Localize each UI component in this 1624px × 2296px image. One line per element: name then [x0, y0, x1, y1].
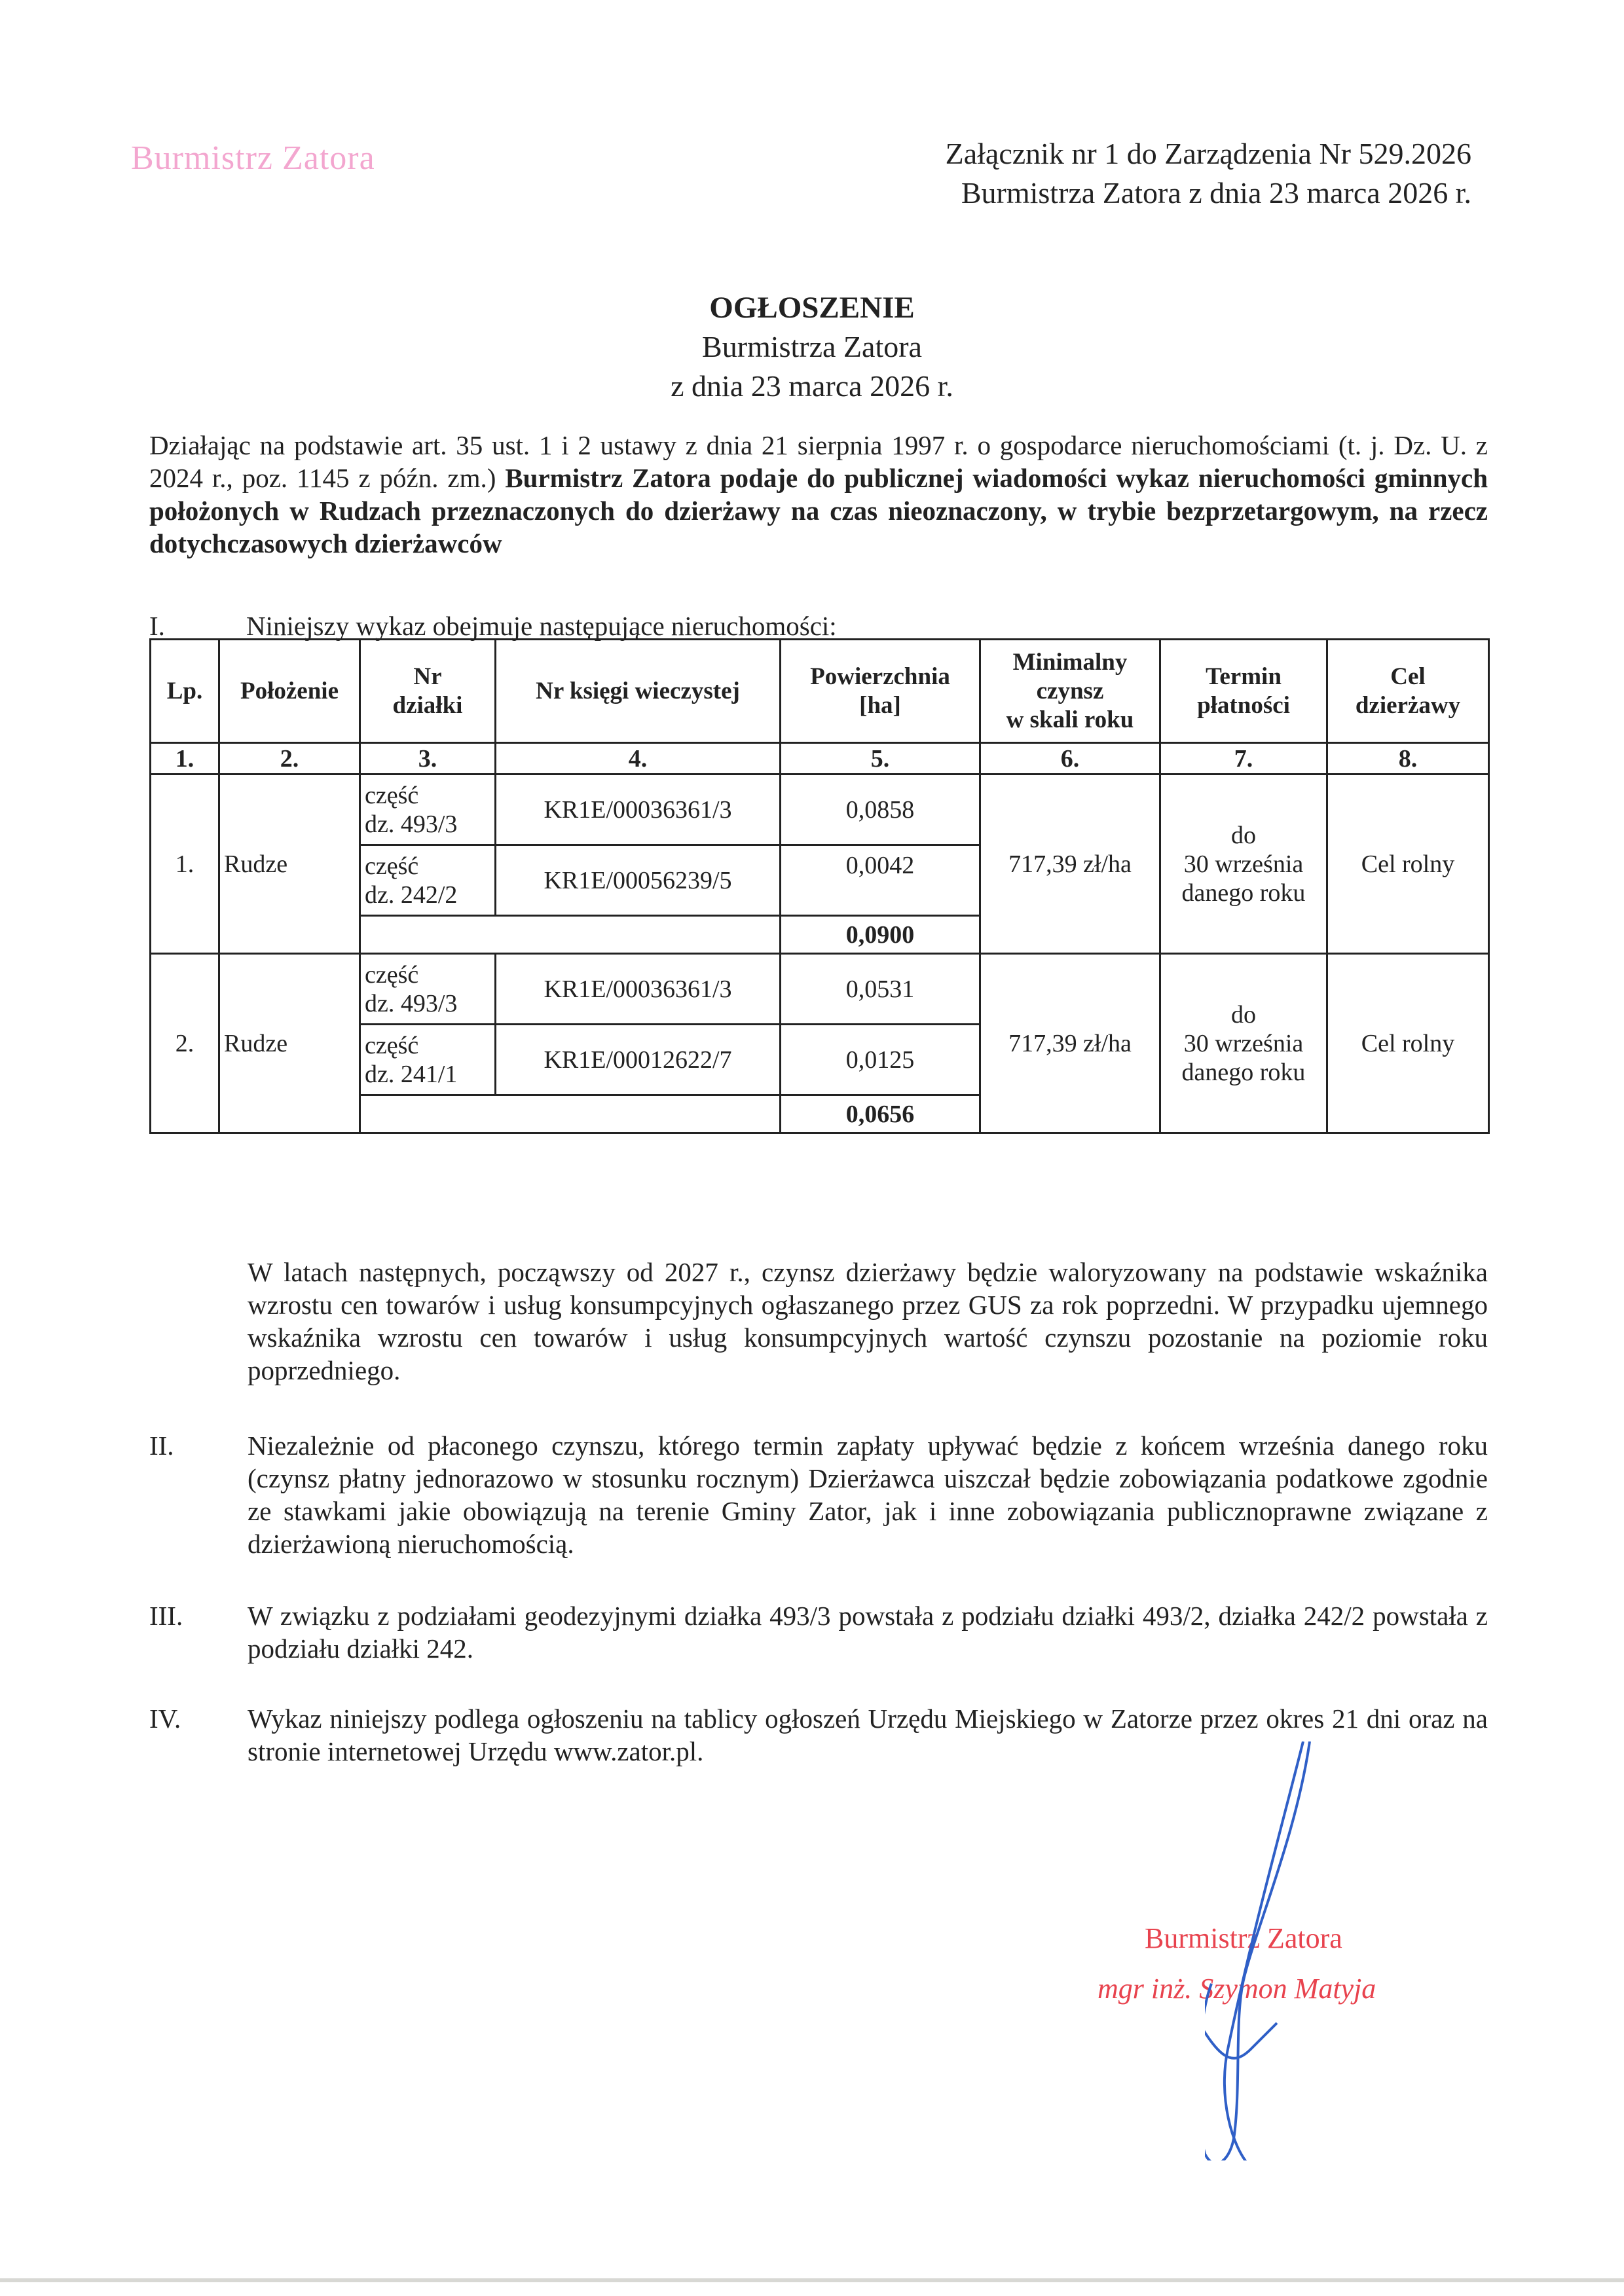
title-issuer: Burmistrza Zatora	[702, 330, 922, 363]
signature-stroke-flourish	[1205, 2016, 1277, 2058]
section-number: I.	[149, 611, 165, 641]
header-lp: Lp.	[151, 640, 219, 743]
attachment-line-2: Burmistrza Zatora z dnia 23 marca 2026 r.	[961, 176, 1471, 210]
signature-stroke-loop	[1205, 1741, 1310, 2160]
cell-powierzchnia: 0,0531	[781, 954, 980, 1025]
cell-suma: 0,0656	[781, 1095, 980, 1133]
cell-czynsz: 717,39 zł/ha	[980, 774, 1160, 954]
section-text: Niniejszy wykaz obejmuje następujące nieruchomości:	[246, 611, 837, 641]
title-date: z dnia 23 marca 2026 r.	[671, 369, 953, 403]
header-czynsz: Minimalny czynsz w skali roku	[980, 640, 1160, 743]
cell-lp: 2.	[151, 954, 219, 1133]
cell-dzialka: część dz. 242/2	[360, 845, 496, 916]
property-table	[149, 638, 1490, 1134]
cell-cel: Cel rolny	[1327, 774, 1489, 954]
top-left-stamp: Burmistrz Zatora	[131, 139, 375, 177]
section-text: Niezależnie od płaconego czynszu, którego termin zapłaty upływać będzie z końcem września danego roku (czynsz płatny jednorazowo w stosunku rocznym) Dzierżawca uiszczał będzie zobowiązania podatkowe zgodnie ze stawkami jakie obowiązują na terenie Gminy Zator, jak i inne zobowiązania publicznoprawne związane z dzierżawioną nieruchomością.	[248, 1430, 1488, 1559]
handwritten-signature-icon	[1205, 1741, 1362, 2160]
cell-polozenie: Rudze	[219, 954, 360, 1133]
column-number: 4.	[496, 743, 781, 774]
header-nr-kw: Nr księgi wieczystej	[496, 640, 781, 743]
page-bottom-edge	[0, 2278, 1624, 2282]
cell-kw: KR1E/00012622/7	[496, 1025, 781, 1095]
title-heading: OGŁOSZENIE	[709, 291, 915, 325]
column-number: 2.	[219, 743, 360, 774]
announcement-title	[0, 288, 1624, 406]
header-nr-dzialki: Nr działki	[360, 640, 496, 743]
cell-czynsz: 717,39 zł/ha	[980, 954, 1160, 1133]
table-row	[151, 774, 1489, 845]
header-powierzchnia: Powierzchnia [ha]	[781, 640, 980, 743]
intro-announcement: Burmistrz Zatora podaje do publicznej wiadomości wykaz nieruchomości gminnych położonych w Rudzach przeznaczonych do dzierżawy na czas nieoznaczony, w trybie bezprzetargowym, na rzecz dotychczasowych dzierżawców	[149, 463, 1488, 558]
cell-empty	[360, 1095, 781, 1133]
section-iii	[149, 1599, 1488, 1665]
table-header-row	[151, 640, 1489, 743]
cell-polozenie: Rudze	[219, 774, 360, 954]
cell-termin: do 30 września danego roku	[1160, 954, 1327, 1133]
signature-stamp-title: Burmistrz Zatora	[1145, 1922, 1342, 1954]
cell-cel: Cel rolny	[1327, 954, 1489, 1133]
column-number: 5.	[781, 743, 980, 774]
cell-lp: 1.	[151, 774, 219, 954]
cell-dzialka: część dz. 493/3	[360, 954, 496, 1025]
section-number: IV.	[149, 1704, 181, 1734]
cell-kw: KR1E/00056239/5	[496, 845, 781, 916]
cell-suma: 0,0900	[781, 916, 980, 954]
valorization-paragraph: W latach następnych, począwszy od 2027 r., czynsz dzierżawy będzie waloryzowany na podstawie wskaźnika wzrostu cen towarów i usług konsumpcyjnych ogłaszanego przez GUS za rok poprzedni. W przypadku ujemnego wskaźnika wzrostu cen towarów i usług konsumpcyjnych wartość czynszu pozostanie na poziomie roku poprzedniego.	[248, 1257, 1488, 1385]
attachment-line-1: Załącznik nr 1 do Zarządzenia Nr 529.2026	[945, 137, 1471, 170]
table-row	[151, 954, 1489, 1025]
intro-paragraph	[149, 429, 1488, 560]
cell-powierzchnia: 0,0858	[781, 774, 980, 845]
column-number: 3.	[360, 743, 496, 774]
cell-kw: KR1E/00036361/3	[496, 954, 781, 1025]
signature-stamp-name: mgr inż. Szymon Matyja	[1098, 1973, 1376, 2005]
column-number: 8.	[1327, 743, 1489, 774]
attachment-reference	[946, 134, 1471, 213]
cell-dzialka: część dz. 241/1	[360, 1025, 496, 1095]
cell-powierzchnia: 0,0042	[781, 845, 980, 916]
cell-termin: do 30 września danego roku	[1160, 774, 1327, 954]
column-number: 6.	[980, 743, 1160, 774]
cell-powierzchnia: 0,0125	[781, 1025, 980, 1095]
section-number: II.	[149, 1430, 174, 1461]
section-ii	[149, 1429, 1488, 1560]
header-termin: Termin płatności	[1160, 640, 1327, 743]
section-i-heading	[149, 610, 837, 642]
column-number: 7.	[1160, 743, 1327, 774]
section-text: Wykaz niniejszy podlega ogłoszeniu na tablicy ogłoszeń Urzędu Miejskiego w Zatorze przez okres 21 dni oraz na stronie internetowej Urzędu www.zator.pl.	[248, 1704, 1488, 1766]
section-number: III.	[149, 1601, 183, 1631]
cell-dzialka: część dz. 493/3	[360, 774, 496, 845]
section-text: W związku z podziałami geodezyjnymi działka 493/3 powstała z podziału działki 493/2, działka 242/2 powstała z podziału działki 242.	[248, 1601, 1488, 1664]
header-cel: Cel dzierżawy	[1327, 640, 1489, 743]
intro-legal-basis: Działając na podstawie art. 35 ust. 1 i 2 ustawy z dnia 21 sierpnia 1997 r. o gospodarce nieruchomościami (t. j. Dz. U. z 2024 r., poz. 1145 z późn. zm.)	[149, 430, 1488, 493]
column-number-row	[151, 743, 1489, 774]
cell-empty	[360, 916, 781, 954]
cell-kw: KR1E/00036361/3	[496, 774, 781, 845]
header-polozenie: Położenie	[219, 640, 360, 743]
column-number: 1.	[151, 743, 219, 774]
